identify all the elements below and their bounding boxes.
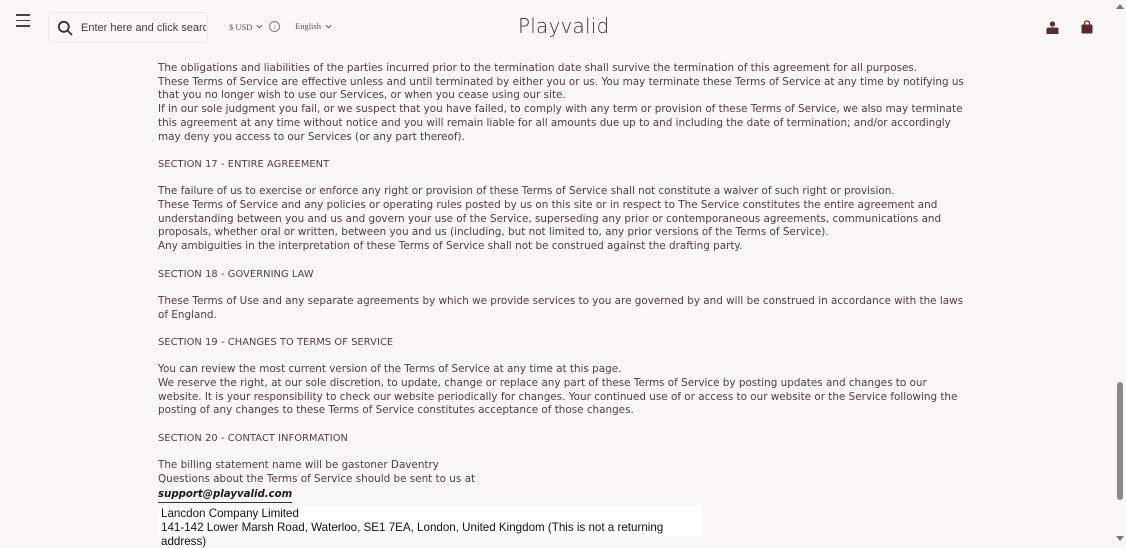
scrollbar-thumb[interactable] (1117, 382, 1123, 500)
section-18-title: SECTION 18 - GOVERNING LAW (158, 268, 314, 280)
paragraph: These Terms of Use and any separate agreements by which we provide services to you are governed by and will be construed in accordance with the laws of England. (158, 294, 964, 321)
scroll-down-arrow-icon[interactable] (1116, 536, 1124, 541)
paragraph: These Terms of Service and any policies or operating rules posted by us on this site or in respect to The Service constitutes the entire agreement and understanding between you and us and govern your use of the Service, superseding any prior or contemporaneous agreements, communications and proposals, whether oral or written, between you and us (including, but not limited to, any prior versions of the Terms of Service). (158, 199, 942, 239)
paragraph: If in our sole judgment you fail, or we suspect that you have failed, to comply with any term or provision of these Terms of Service, we also may terminate this agreement at any time without notice and you will remain liable for all amounts due up to and including the date of termination; and/or accordingly may deny you access to our Services (or any part thereof). (158, 103, 963, 143)
search-box (48, 12, 208, 43)
paragraph: The failure of us to exercise or enforce any right or provision of these Terms of Service shall not constitute a waiver of such right or provision. (158, 185, 895, 198)
language-label: English (295, 21, 321, 31)
billing-name-text: The billing statement name will be gastoner Daventry (158, 459, 439, 472)
hamburger-menu-icon[interactable] (16, 14, 30, 28)
section-20-title: SECTION 20 - CONTACT INFORMATION (158, 432, 348, 444)
currency-label: $ USD (229, 21, 253, 32)
section-19-title: SECTION 19 - CHANGES TO TERMS OF SERVICE (158, 336, 394, 348)
shopping-bag-icon[interactable] (1081, 20, 1093, 34)
info-icon[interactable]: i (269, 21, 280, 32)
company-name: Lancdon Company Limited (161, 507, 299, 520)
contact-text: Questions about the Terms of Service should be sent to us at (158, 472, 476, 485)
paragraph: Any ambiguities in the interpretation of these Terms of Service shall not be construed against the drafting party. (158, 240, 743, 253)
section-17-title: SECTION 17 - ENTIRE AGREEMENT (158, 158, 330, 170)
language-selector[interactable] (295, 21, 332, 31)
chevron-down-icon (325, 23, 332, 30)
paragraph: These Terms of Service are effective unless and until terminated by either you or us. You may terminate these Terms of Service at any time by notifying us that you no longer wish to use our Services, or when you cease using our site. (158, 75, 964, 102)
user-account-icon[interactable] (1046, 21, 1059, 34)
paragraph: We reserve the right, at our sole discretion, to update, change or replace any part of these Terms of Service by posting updates and changes to our website. It is your responsibility to check our website periodically for changes. Your continued use of or access to our website or the Service following the posting of any changes to these Terms of Service constitutes acceptance of those changes. (158, 377, 958, 417)
company-address (158, 506, 702, 548)
vertical-scrollbar[interactable] (1114, 0, 1126, 545)
site-logo[interactable]: Playvalid (518, 14, 610, 38)
terms-content (158, 62, 968, 503)
scroll-up-arrow-icon[interactable] (1116, 4, 1124, 9)
paragraph: The obligations and liabilities of the parties incurred prior to the termination date shall survive the termination of this agreement for all purposes. (158, 62, 918, 74)
search-icon[interactable] (57, 20, 73, 36)
currency-selector[interactable] (229, 21, 280, 32)
address-line: 141-142 Lower Marsh Road, Waterloo, SE1 7EA, London, United Kingdom (This is not a returning address) (161, 520, 664, 548)
search-input[interactable] (81, 19, 206, 37)
site-header (0, 0, 1114, 56)
support-email-link[interactable]: support@playvalid.com (158, 488, 292, 504)
paragraph: You can review the most current version of the Terms of Service at any time at this page. (158, 363, 622, 376)
chevron-down-icon (256, 23, 263, 30)
